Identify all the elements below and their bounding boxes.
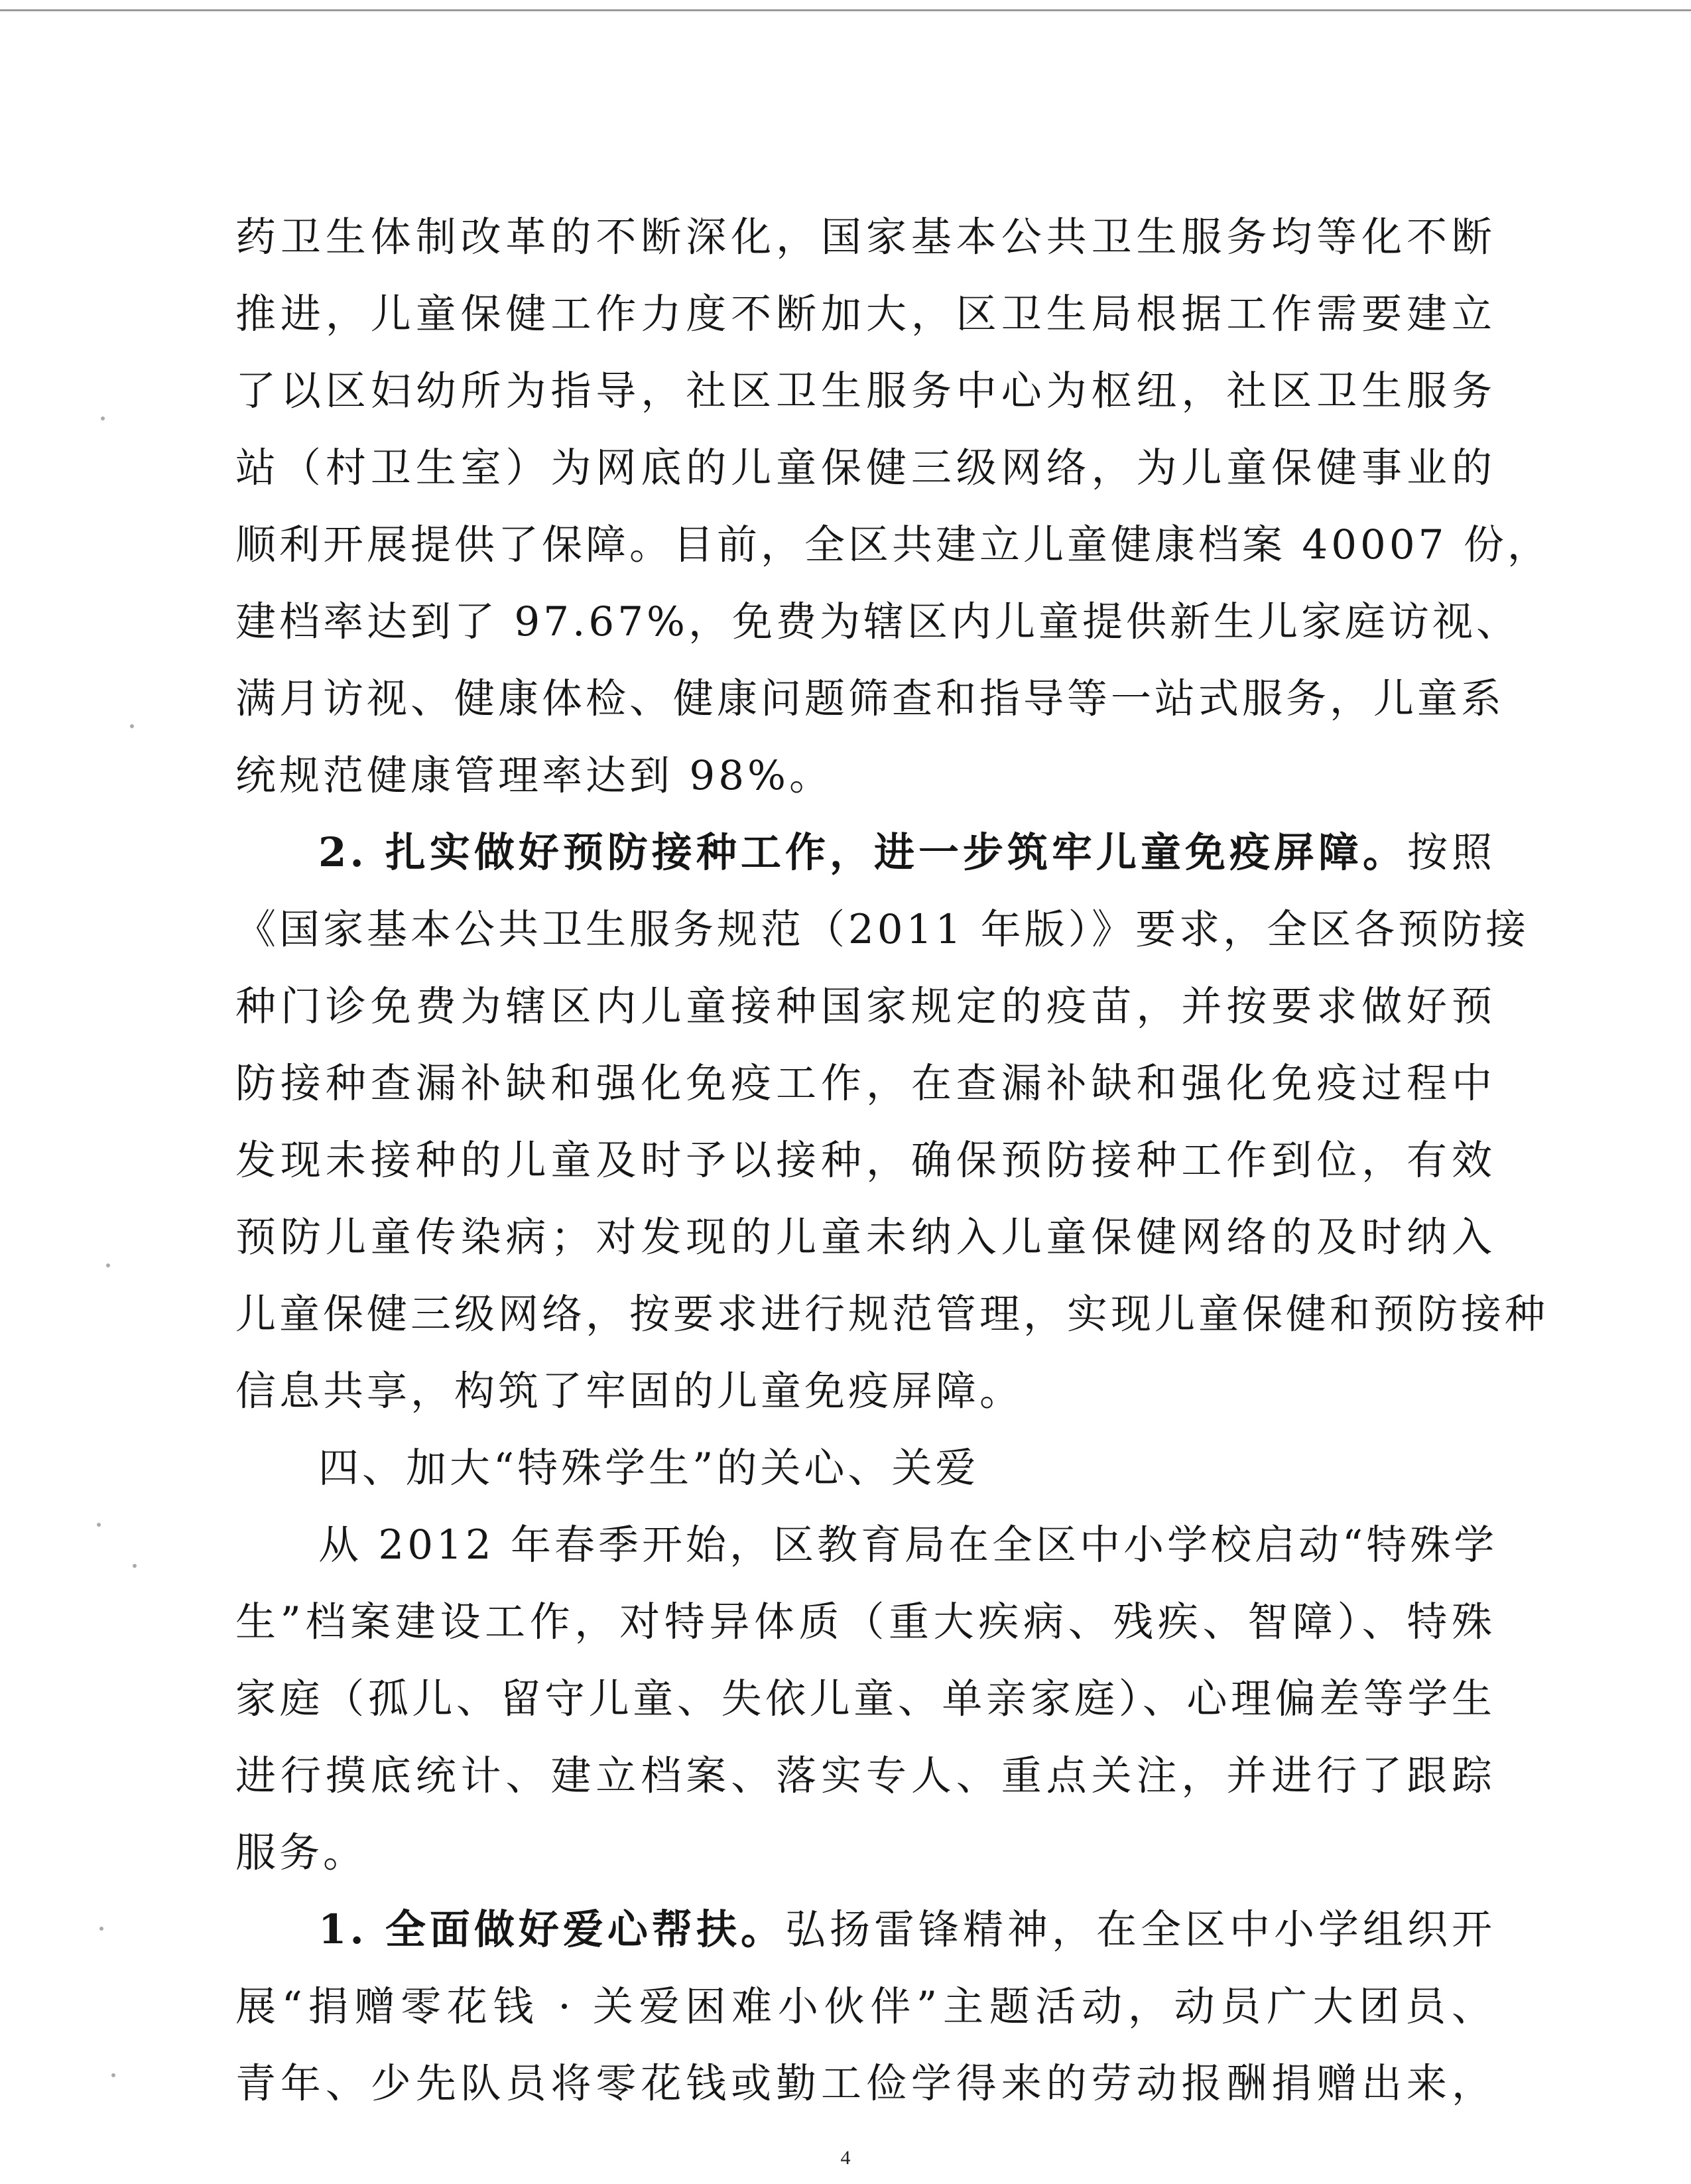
text-line <box>235 1738 1495 1815</box>
text-run: 顺利开展提供了保障。目前，全区共建立儿童健康档案 40007 份， <box>235 521 1551 568</box>
text-line <box>235 814 1495 891</box>
text-line <box>235 430 1495 507</box>
text-run: 服务。 <box>235 1829 367 1876</box>
text-run: 种门诊免费为辖区内儿童接种国家规定的疫苗，并按要求做好预 <box>235 983 1495 1030</box>
text-run: 青年、少先队员将零花钱或勤工俭学得来的劳动报酬捐赠出来， <box>235 2060 1495 2107</box>
text-line <box>235 1584 1495 1661</box>
bold-heading-run: 2. 扎实做好预防接种工作，进一步筑牢儿童免疫屏障。 <box>318 829 1407 876</box>
text-run: 信息共享，构筑了牢固的儿童免疫屏障。 <box>235 1368 1024 1415</box>
text-run: 站（村卫生室）为网底的儿童保健三级网络，为儿童保健事业的 <box>235 444 1495 491</box>
text-line <box>235 1892 1495 1968</box>
text-line <box>235 1276 1549 1353</box>
text-line <box>235 661 1505 738</box>
text-line <box>235 584 1520 661</box>
text-line <box>235 1045 1495 1122</box>
text-run: 生”档案建设工作，对特异体质（重大疾病、残疾、智障）、特殊 <box>235 1598 1495 1645</box>
scan-speck <box>99 1927 103 1931</box>
text-line <box>235 2045 1495 2122</box>
text-run: 满月访视、健康体检、健康问题筛查和指导等一站式服务，儿童系 <box>235 675 1505 722</box>
text-line <box>235 1507 1498 1584</box>
text-line <box>235 1815 1495 1892</box>
text-line <box>235 1122 1495 1199</box>
text-run: 进行摸底统计、建立档案、落实专人、重点关注，并进行了跟踪 <box>235 1752 1495 1799</box>
page-number: 4 <box>840 2147 851 2169</box>
scan-top-edge <box>0 9 1691 11</box>
text-run: 四、加大“特殊学生”的关心、关爱 <box>318 1445 979 1492</box>
text-run: 建档率达到了 97.67%，免费为辖区内儿童提供新生儿家庭访视、 <box>235 598 1520 645</box>
text-line <box>235 353 1495 430</box>
text-run: 药卫生体制改革的不断深化，国家基本公共卫生服务均等化不断 <box>235 214 1495 261</box>
text-line <box>235 891 1530 968</box>
bold-heading-run: 1. 全面做好爱心帮扶。 <box>318 1906 785 1953</box>
text-line <box>235 507 1551 584</box>
text-run: 《国家基本公共卫生服务规范（2011 年版）》要求，全区各预防接 <box>235 906 1530 953</box>
text-line <box>235 199 1495 276</box>
scan-speck <box>133 1564 137 1568</box>
text-line <box>235 968 1495 1045</box>
text-line <box>235 276 1495 353</box>
text-run: 推进，儿童保健工作力度不断加大，区卫生局根据工作需要建立 <box>235 290 1495 338</box>
text-run: 防接种查漏补缺和强化免疫工作，在查漏补缺和强化免疫过程中 <box>235 1060 1495 1107</box>
text-line <box>235 1968 1495 2045</box>
text-line <box>235 1353 1495 1430</box>
scan-speck <box>97 1523 101 1527</box>
text-run: 统规范健康管理率达到 98%。 <box>235 752 833 799</box>
scan-speck <box>130 724 134 728</box>
text-line <box>235 1430 1495 1507</box>
text-run: 了以区妇幼所为指导，社区卫生服务中心为枢纽，社区卫生服务 <box>235 367 1495 415</box>
text-run: 弘扬雷锋精神，在全区中小学组织开 <box>784 1906 1495 1953</box>
text-run: 按照 <box>1407 829 1495 876</box>
text-line <box>235 738 1495 814</box>
text-run: 展“捐赠零花钱 · 关爱困难小伙伴”主题活动，动员广大团员、 <box>235 1983 1495 2030</box>
text-run: 家庭（孤儿、留守儿童、失依儿童、单亲家庭）、心理偏差等学生 <box>235 1675 1495 1722</box>
text-line <box>235 1661 1495 1738</box>
text-run: 从 2012 年春季开始，区教育局在全区中小学校启动“特殊学 <box>318 1521 1498 1569</box>
scan-speck <box>106 1263 110 1267</box>
text-run: 发现未接种的儿童及时予以接种，确保预防接种工作到位，有效 <box>235 1137 1495 1184</box>
text-run: 预防儿童传染病；对发现的儿童未纳入儿童保健网络的及时纳入 <box>235 1214 1495 1261</box>
scan-speck <box>101 417 105 420</box>
scan-speck <box>111 2073 115 2077</box>
text-line <box>235 1199 1495 1276</box>
document-body <box>235 199 1551 2122</box>
text-run: 儿童保健三级网络，按要求进行规范管理，实现儿童保健和预防接种 <box>235 1291 1549 1338</box>
